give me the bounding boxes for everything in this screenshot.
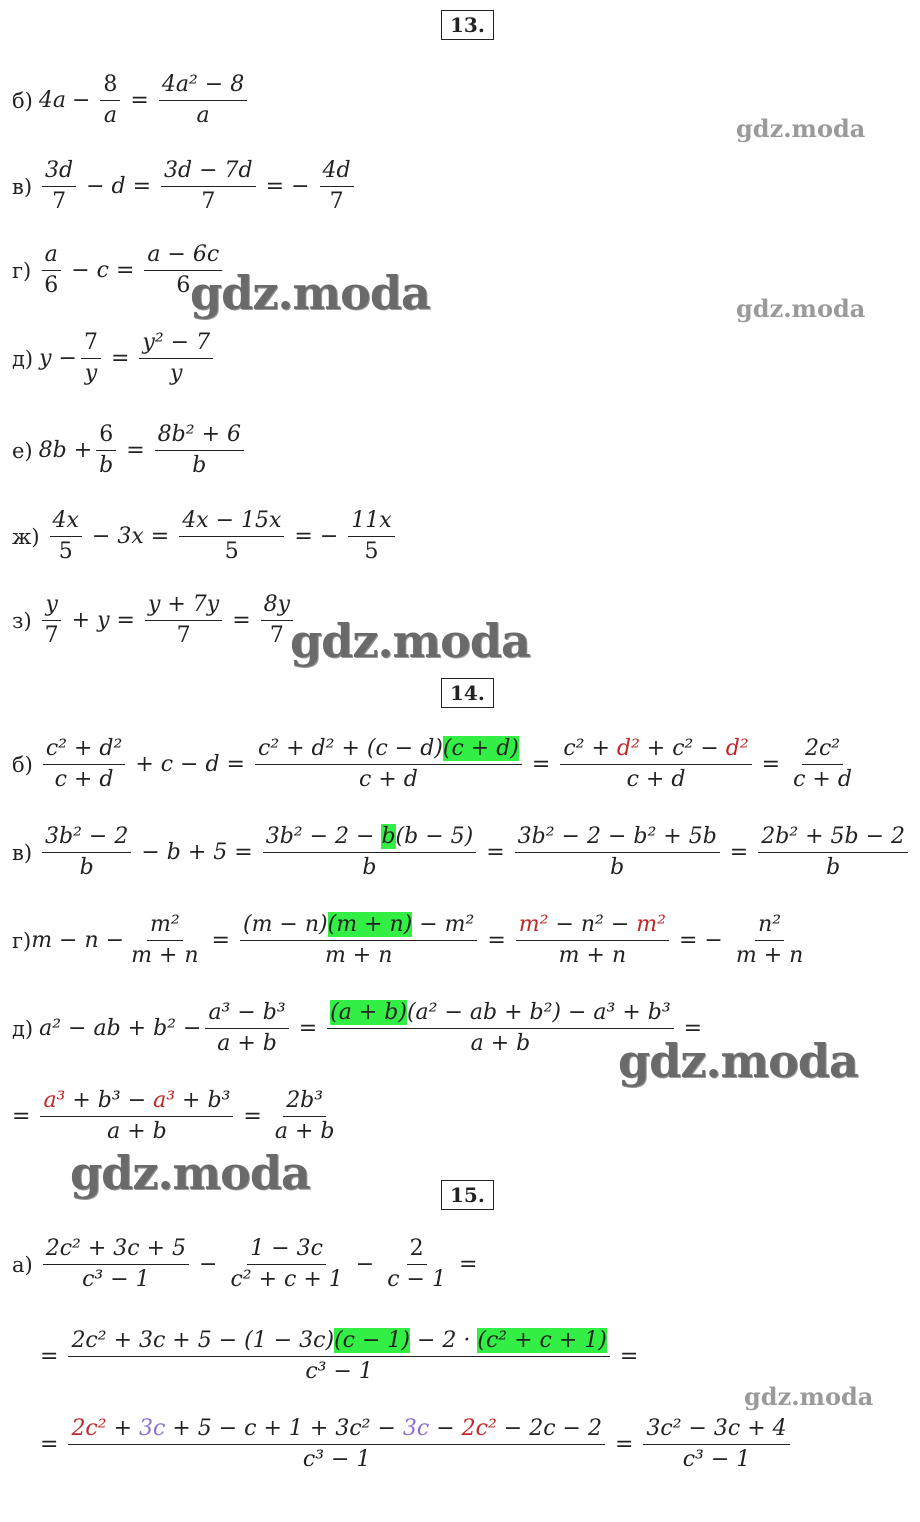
operator: = xyxy=(729,840,749,866)
fraction: $\frac{\text{2b³}}{a + b}$ xyxy=(274,1088,335,1145)
fraction: $\frac{\text{2c²}}{c + d}$ xyxy=(793,736,852,793)
watermark: gdz.moda xyxy=(618,1034,858,1088)
operator: = xyxy=(531,752,551,778)
operator: = xyxy=(761,752,781,778)
fraction: $\frac{6}{b}$ xyxy=(96,422,116,480)
highlight: (a + b) xyxy=(330,1000,407,1025)
ex15-a xyxy=(12,1236,483,1294)
fraction: $\frac{\text{2b² + 5b − 2}}{b}$ xyxy=(758,824,908,882)
fraction: $\frac{\text{2c² + 3c + 5 − (1 − 3c)(c − 1) − 2 · (c² + c + 1)}}{\text{c³ − 1}}$ xyxy=(68,1328,609,1386)
term: 8b + xyxy=(38,438,93,464)
ex13-v xyxy=(12,158,358,216)
fraction: $\frac{\text{8b² + 6}}{b}$ xyxy=(155,422,244,480)
fraction: $\frac{a}{6}$ xyxy=(41,242,61,300)
operator: − xyxy=(71,88,91,114)
section-number-15: 15. xyxy=(441,1180,494,1210)
fraction: $\frac{\text{c² + d² + (c − d)(c + d)}}{c + d}$ xyxy=(255,736,522,794)
fraction: $\frac{\text{2c² + 3c + 5}}{\text{c³ − 1}}$ xyxy=(43,1236,189,1294)
operator: = xyxy=(298,1016,318,1042)
fraction: $\frac{\text{n²}}{m + n}$ xyxy=(735,912,804,969)
ex13-zh xyxy=(12,508,399,566)
operator: − 3x = xyxy=(91,524,170,550)
operator: − xyxy=(199,1252,218,1278)
fraction: $\frac{4x - 15x}{5}$ xyxy=(179,508,284,566)
operator: = xyxy=(126,438,145,464)
label: е) xyxy=(12,438,33,463)
fraction: $\frac{\text{3b² − 2 − b(b − 5)}}{b}$ xyxy=(263,824,477,882)
fraction: $\frac{3d}{7}$ xyxy=(42,158,76,216)
operator: = xyxy=(130,88,149,114)
ex14-d-line2 xyxy=(12,1088,341,1146)
label: в) xyxy=(12,174,33,199)
fraction: $\frac{a - 6c}{6}$ xyxy=(144,242,222,300)
fraction: $\frac{4d}{7}$ xyxy=(320,158,354,216)
ex14-v xyxy=(12,824,912,882)
operator: = xyxy=(12,1104,31,1130)
ex13-b xyxy=(12,72,251,130)
section-number-14: 14. xyxy=(441,678,494,708)
watermark: gdz.moda xyxy=(744,1382,874,1411)
operator: = − xyxy=(678,928,723,954)
label: б) xyxy=(12,752,33,777)
label: г) xyxy=(12,258,32,283)
fraction: $\frac{\text{(a + b)(a² − ab + b²) − a³ + b³}}{a + b}$ xyxy=(327,1000,674,1058)
watermark: gdz.moda xyxy=(190,266,430,320)
label: в) xyxy=(12,840,33,865)
ex13-d xyxy=(12,330,217,388)
highlight: (c² + c + 1) xyxy=(477,1328,607,1353)
operator: = − xyxy=(294,524,339,550)
ex15-line3 xyxy=(34,1416,794,1474)
operator: = xyxy=(40,1432,59,1458)
watermark: gdz.moda xyxy=(70,1146,310,1200)
operator: = xyxy=(110,346,130,372)
ex14-d xyxy=(12,1000,708,1058)
fraction: $\frac{7}{y}$ xyxy=(81,330,101,388)
watermark: gdz.moda xyxy=(736,114,866,143)
fraction: $\frac{\text{c² + d² + c² − d²}}{c + d}$ xyxy=(560,736,751,794)
ex15-line2 xyxy=(34,1328,644,1386)
operator: = xyxy=(614,1432,634,1458)
ex13-e xyxy=(12,422,248,480)
operator: = xyxy=(232,608,251,634)
fraction: $\frac{\text{2c² + 3c + 5 − c + 1 + 3c² − 3c − 2c² − 2c − 2}}{\text{c³ − 1}}$ xyxy=(68,1416,605,1474)
operator: = xyxy=(683,1016,703,1042)
fraction: $\frac{\text{m²}}{m + n}$ xyxy=(131,912,199,969)
operator: + c − d = xyxy=(135,752,245,778)
label: б) xyxy=(12,88,33,113)
operator: = xyxy=(243,1104,262,1130)
fraction: $\frac{\text{a³ − b³}}{a + b}$ xyxy=(205,1000,288,1058)
term: a² − ab + b² − xyxy=(39,1016,202,1042)
label: а) xyxy=(12,1252,33,1277)
operator: = xyxy=(211,928,230,954)
watermark: gdz.moda xyxy=(290,614,530,668)
ex14-g xyxy=(12,912,810,970)
fraction: $\frac{\text{3c² − 3c + 4}}{\text{c³ − 1}}$ xyxy=(643,1416,789,1474)
term: y − xyxy=(39,346,77,372)
operator: = xyxy=(458,1252,478,1278)
ex13-z xyxy=(12,592,297,650)
operator: = − xyxy=(265,174,310,200)
operator: = xyxy=(40,1344,59,1370)
fraction: $\frac{2}{c - 1}$ xyxy=(387,1236,446,1293)
fraction: $\frac{\text{m² − n² − m²}}{m + n}$ xyxy=(516,912,669,970)
watermark: gdz.moda xyxy=(736,294,866,323)
fraction: $\frac{\text{a³ + b³ − a³ + b³}}{a + b}$ xyxy=(40,1088,233,1146)
highlight: (c − 1) xyxy=(334,1328,410,1353)
fraction: $\frac{8}{a}$ xyxy=(100,72,120,130)
operator: − d = xyxy=(86,174,152,200)
fraction: $\frac{1 - 3c}{\text{c² + c + 1}}$ xyxy=(230,1236,343,1293)
operator: + y = xyxy=(71,608,135,634)
section-number-13: 13. xyxy=(441,10,494,40)
label: д) xyxy=(12,1016,34,1041)
fraction: $\frac{\text{4a² − 8}}{a}$ xyxy=(159,72,247,130)
operator: − c = xyxy=(71,258,135,284)
label: ж) xyxy=(12,524,40,549)
fraction: $\frac{\text{y² − 7}}{y}$ xyxy=(139,330,213,388)
term: m − n − xyxy=(31,928,125,954)
operator: − b + 5 = xyxy=(141,840,253,866)
label: г) xyxy=(12,928,32,953)
label: з) xyxy=(12,608,32,633)
term: 4a xyxy=(38,88,66,114)
operator: = xyxy=(486,840,505,866)
fraction: $\frac{\text{(m − n)(m + n) − m²}}{m + n}$ xyxy=(240,912,477,970)
highlight: (c + d) xyxy=(442,736,519,761)
fraction: $\frac{11x}{5}$ xyxy=(348,508,394,566)
highlight: (m + n) xyxy=(327,912,413,937)
operator: = xyxy=(487,928,506,954)
operator: − xyxy=(355,1252,375,1278)
fraction: $\frac{\text{c² + d²}}{c + d}$ xyxy=(43,736,125,794)
highlight: b xyxy=(381,824,396,849)
fraction: $\frac{\text{3b² − 2 − b² + 5b}}{b}$ xyxy=(515,824,720,882)
fraction: $\frac{y}{7}$ xyxy=(42,592,62,650)
fraction: $\frac{4x}{5}$ xyxy=(50,508,82,566)
fraction: $\frac{\text{3b² − 2}}{b}$ xyxy=(42,824,131,882)
ex14-b xyxy=(12,736,859,794)
label: д) xyxy=(12,346,34,371)
fraction: $\frac{y + 7y}{7}$ xyxy=(145,592,222,650)
fraction: $\frac{8y}{7}$ xyxy=(261,592,293,650)
operator: = xyxy=(619,1344,639,1370)
fraction: $\frac{3d - 7d}{7}$ xyxy=(161,158,256,216)
